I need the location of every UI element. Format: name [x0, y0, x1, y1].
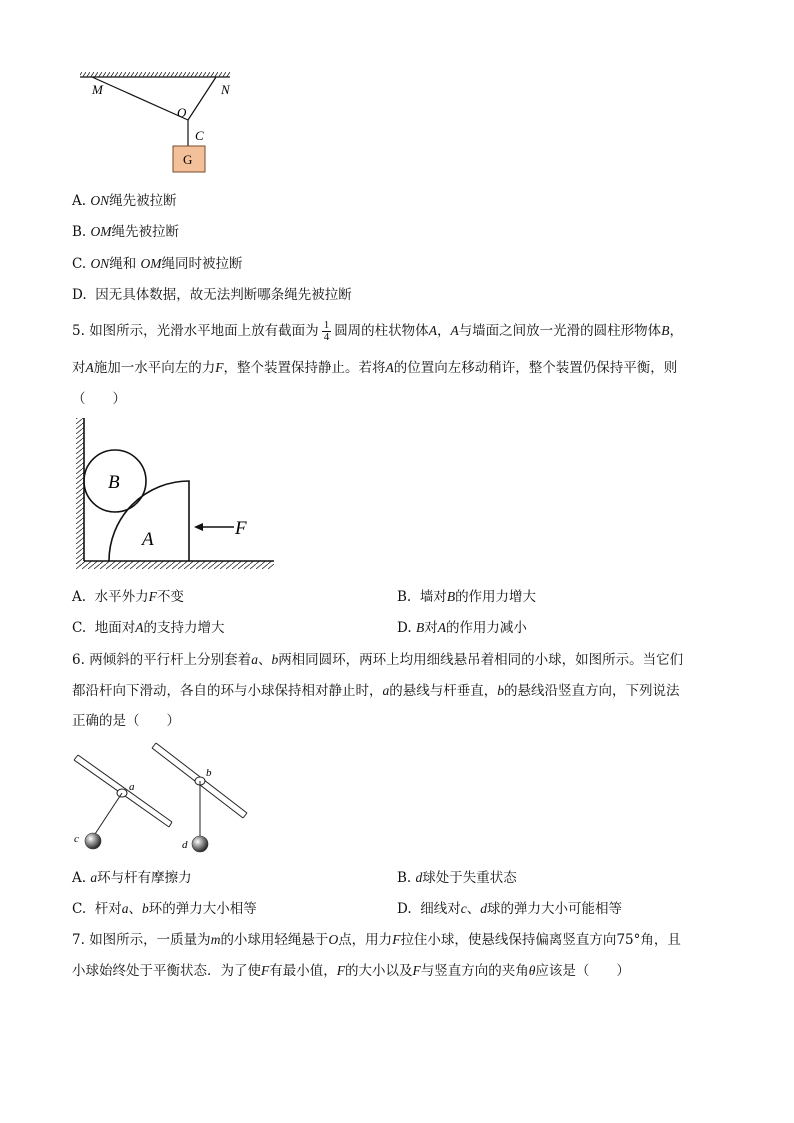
- q4-option-b: B. OM绳先被拉断: [72, 224, 180, 240]
- ball-c: [85, 833, 101, 849]
- label-a: A: [142, 529, 154, 550]
- figure-inclined-rods: [70, 738, 260, 860]
- label-c: c: [74, 833, 79, 845]
- string-a-c: [95, 793, 122, 834]
- q7-stem-line1: 7. 如图所示，一质量为m的小球用轻绳悬于O点，用力F拉住小球，使悬线保持偏离竖直方向75°角，且: [72, 932, 681, 948]
- label-c: C: [195, 128, 204, 143]
- rope-om: [92, 77, 188, 120]
- q6-option-d: D. 细线对c、d球的弹力大小可能相等: [397, 901, 622, 917]
- rod-left-end-bottom: [169, 822, 172, 827]
- label-d: d: [182, 839, 188, 851]
- label-m: M: [92, 82, 103, 97]
- q5-stem-line2: 对A施加一水平向左的力F，整个装置保持静止。若将A的位置向左移动稍许，整个装置仍保持平衡，则: [72, 360, 678, 376]
- q7-stem-line2: 小球始终处于平衡状态．为了使F有最小值，F的大小以及F与竖直方向的夹角θ应该是（ ）: [72, 963, 630, 979]
- rod-right-end-bottom: [243, 813, 247, 818]
- floor-hatch: [76, 561, 274, 569]
- label-b: B: [108, 472, 120, 493]
- q6-stem-line2: 都沿杆向下滑动，各自的环与小球保持相对静止时，a的悬线与杆垂直，b的悬线沿竖直方向，下列说法: [72, 683, 680, 699]
- q6-option-c: C. 杆对a、b环的弹力大小相等: [72, 901, 257, 917]
- q6-option-a: A. a环与杆有摩擦力: [72, 870, 192, 886]
- label-b: b: [206, 767, 212, 779]
- q6-stem-line1: 6. 两倾斜的平行杆上分别套着a、b两相同圆环，两环上均用细线悬吊着相同的小球，如图所示。当它们: [72, 652, 684, 668]
- q5-stem-line1: 5. 如图所示，光滑水平地面上放有截面为 $\frac{1}{4}$ 圆周的柱状物体A，A与墙面之间放一光滑的圆柱形物体B，: [72, 319, 683, 343]
- figure-wall-cylinder: [70, 414, 280, 576]
- q4-option-c: C. ON绳和 OM绳同时被拉断: [72, 256, 243, 272]
- q5-option-b: B. 墙对B的作用力增大: [397, 589, 537, 605]
- label-f: F: [235, 518, 247, 539]
- q4-option-d: D. 因无具体数据，故无法判断哪条绳先被拉断: [72, 287, 352, 303]
- figure-rope-weight: [70, 66, 240, 176]
- q5-option-c: C. 地面对A的支持力增大: [72, 620, 225, 636]
- q6-stem-line3: 正确的是（ ）: [72, 713, 180, 729]
- rope-on: [188, 77, 216, 120]
- label-n: N: [221, 82, 230, 97]
- force-arrow-head: [194, 523, 203, 531]
- rod-right-end-top: [152, 743, 156, 748]
- wall-hatch: [76, 418, 84, 566]
- ceiling-hatch: [80, 72, 230, 77]
- fraction-one-quarter: $\frac{1}{4}$: [323, 319, 330, 343]
- label-g: G: [183, 152, 193, 167]
- label-o: O: [177, 105, 187, 120]
- rod-left-end-top: [74, 755, 78, 760]
- rod-left-outline-bottom: [78, 755, 172, 822]
- q5-option-a: A. 水平外力F不变: [72, 589, 184, 605]
- ball-d: [192, 836, 208, 852]
- q6-option-b: B. d球处于失重状态: [397, 870, 517, 886]
- q5-option-d: D. B对A的作用力减小: [397, 620, 527, 636]
- q5-stem-line3: （ ）: [72, 391, 126, 407]
- label-a: a: [129, 781, 135, 793]
- q4-option-a: A. ON绳先被拉断: [72, 193, 177, 209]
